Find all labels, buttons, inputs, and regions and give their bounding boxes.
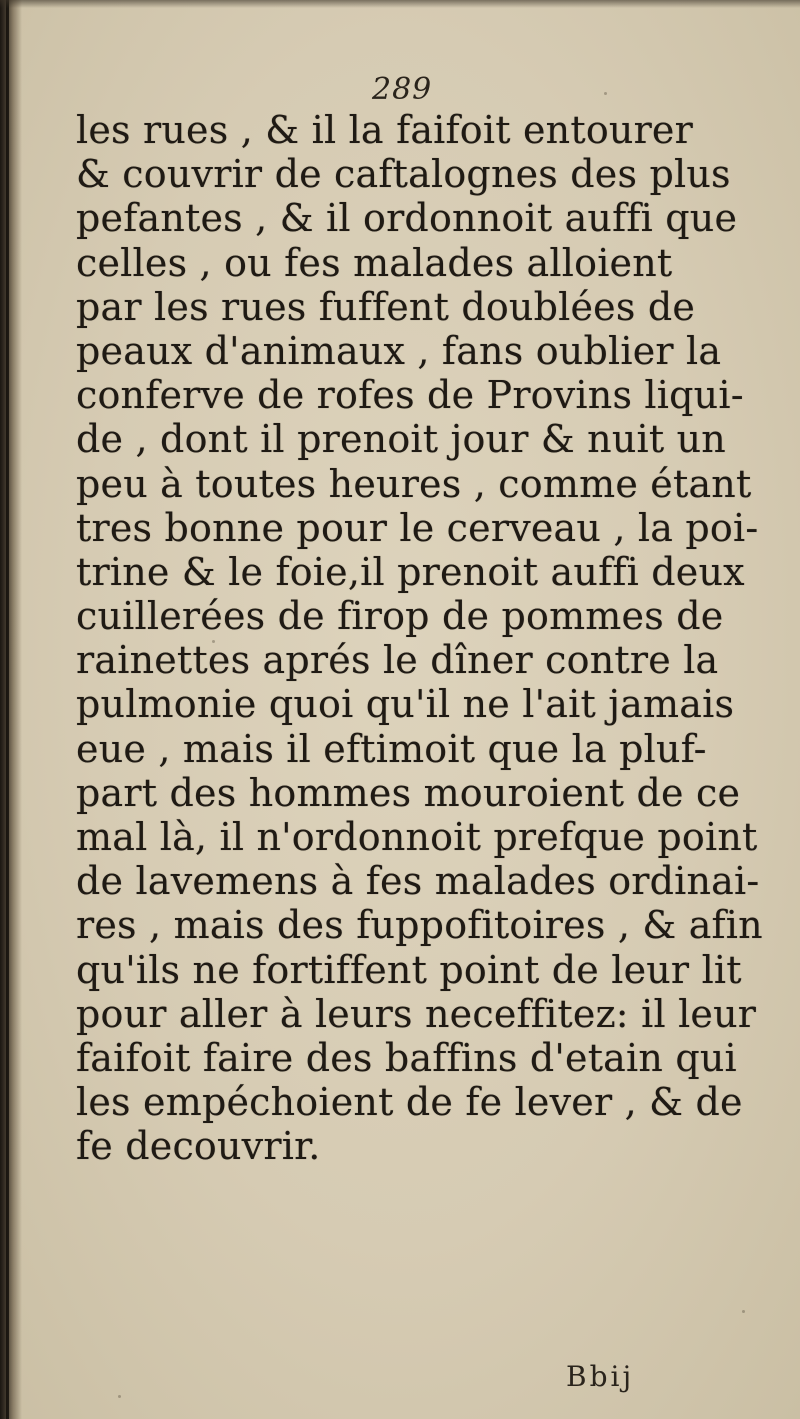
text-line: tres bonne pour le cerveau , la poi- bbox=[76, 505, 759, 550]
text-line: mal là, il n'ordonnoit prefque point bbox=[76, 815, 758, 859]
text-line: qu'ils ne fortiffent point de leur lit bbox=[76, 947, 742, 992]
text-line: fe decouvrir. bbox=[76, 1124, 321, 1169]
paper-speck bbox=[118, 1395, 121, 1398]
text-line: de lavemens à fes malades ordinai- bbox=[76, 859, 760, 904]
text-line: eue , mais il eftimoit que la pluf- bbox=[76, 726, 707, 771]
page-top-edge bbox=[0, 0, 800, 8]
text-line: conferve de rofes de Provins liqui- bbox=[76, 373, 744, 418]
text-line: peu à toutes heures , comme étant bbox=[76, 461, 752, 506]
text-line: peaux d'animaux , fans oublier la bbox=[76, 328, 722, 373]
text-line: part des hommes mouroient de ce bbox=[76, 770, 741, 815]
text-line: res , mais des fuppofitoires , & afin bbox=[76, 903, 763, 948]
paper-speck bbox=[742, 1310, 745, 1313]
signature-mark: Bbij bbox=[566, 1360, 635, 1393]
page-text bbox=[76, 108, 776, 1169]
text-line: cuillerées de firop de pommes de bbox=[76, 594, 724, 639]
paper-speck bbox=[604, 92, 607, 95]
binding-edge bbox=[6, 0, 9, 1419]
text-line: pefantes , & il ordonnoit auffi que bbox=[76, 196, 738, 241]
text-line: par les rues fuffent doublées de bbox=[76, 284, 696, 329]
text-line: de , dont il prenoit jour & nuit un bbox=[76, 417, 726, 462]
text-line: faifoit faire des baffins d'etain qui bbox=[76, 1035, 737, 1080]
text-line: les rues , & il la faifoit entourer bbox=[76, 108, 693, 152]
text-line: rainettes aprés le dîner contre la bbox=[76, 638, 719, 683]
text-line: pulmonie quoi qu'il ne l'ait jamais bbox=[76, 682, 735, 727]
text-line: celles , ou fes malades alloient bbox=[76, 240, 673, 285]
text-line: les empéchoient de fe lever , & de bbox=[76, 1080, 743, 1125]
text-line: pour aller à leurs neceffitez: il leur bbox=[76, 991, 757, 1036]
binding-gutter bbox=[0, 0, 22, 1419]
page-number: 289 bbox=[372, 72, 433, 107]
text-line: trine & le foie,il prenoit auffi deux bbox=[76, 549, 745, 594]
text-line: & couvrir de caftalognes des plus bbox=[76, 152, 731, 197]
